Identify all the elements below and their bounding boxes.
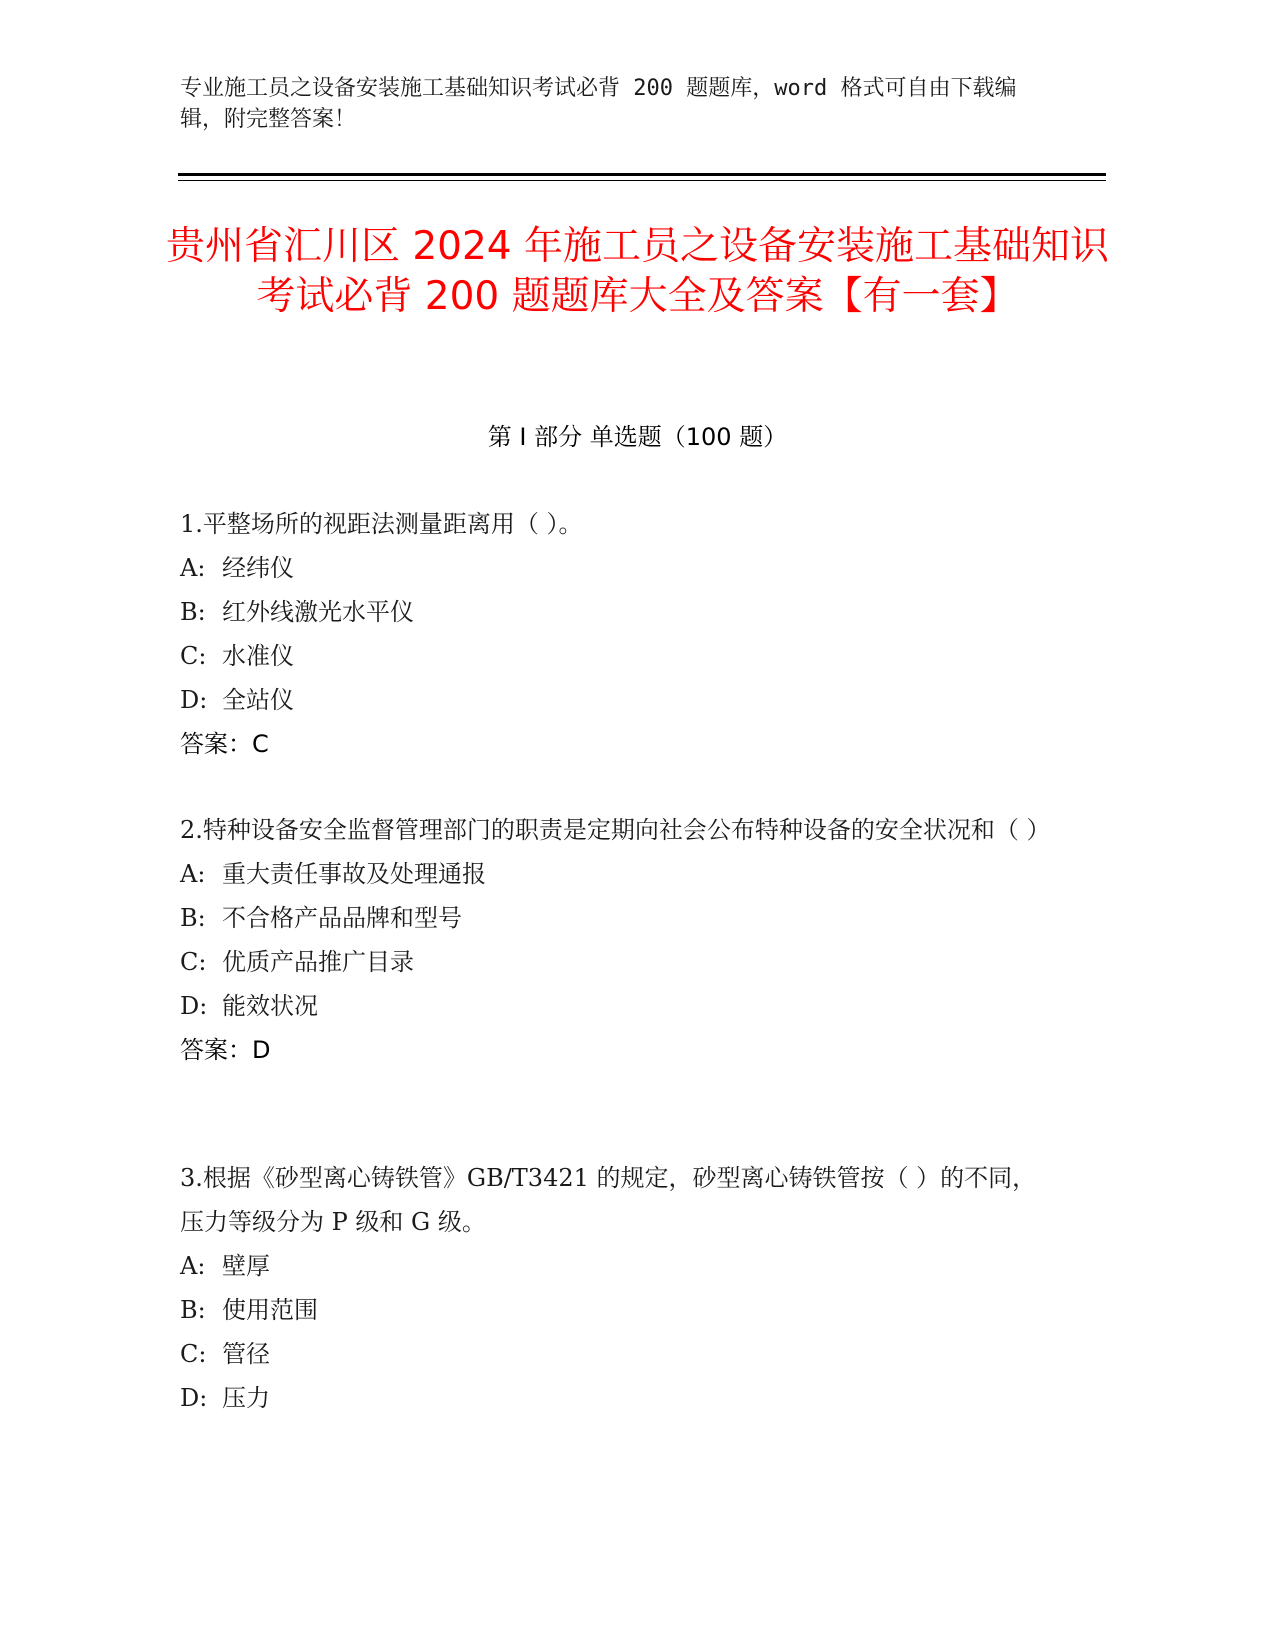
option-letter: C: <box>180 1340 207 1368</box>
header-note: 专业施工员之设备安装施工基础知识考试必背 200 题题库，word 格式可自由下载编辑，附完整答案！ <box>180 76 1017 132</box>
document-title: 贵州省汇川区 2024 年施工员之设备安装施工基础知识考试必背 200 题题库大全及答案【有一套】 <box>165 224 1110 319</box>
option-letter: D: <box>180 992 208 1020</box>
option-text: 经纬仪 <box>222 554 294 582</box>
question-stem: 1.平整场所的视距法测量距离用（ ）。 <box>180 510 583 538</box>
option-text: 优质产品推广目录 <box>222 948 414 976</box>
option-text: 使用范围 <box>222 1296 318 1324</box>
option-letter: B: <box>180 598 206 626</box>
option-letter: B: <box>180 904 206 932</box>
question-1 <box>180 502 1040 766</box>
option-c <box>180 634 1040 678</box>
option-text: 能效状况 <box>222 992 318 1020</box>
option-text: 全站仪 <box>222 686 294 714</box>
option-letter: C: <box>180 642 207 670</box>
option-letter: A: <box>180 554 206 582</box>
option-text: 红外线激光水平仪 <box>222 598 414 626</box>
option-letter: C: <box>180 948 207 976</box>
option-d <box>180 1376 1040 1420</box>
header-divider-thin <box>178 180 1106 181</box>
option-a <box>180 1244 1040 1288</box>
option-letter: A: <box>180 860 206 888</box>
question-3 <box>180 1156 1040 1420</box>
option-letter: D: <box>180 1384 208 1412</box>
option-text: 重大责任事故及处理通报 <box>222 860 486 888</box>
option-b <box>180 896 1040 940</box>
option-text: 不合格产品品牌和型号 <box>222 904 462 932</box>
option-letter: B: <box>180 1296 206 1324</box>
answer: 答案：D <box>180 1036 271 1064</box>
option-b <box>180 1288 1040 1332</box>
option-text: 水准仪 <box>222 642 294 670</box>
option-c <box>180 1332 1040 1376</box>
option-text: 压力 <box>222 1384 270 1412</box>
option-a <box>180 852 1040 896</box>
question-stem: 3.根据《砂型离心铸铁管》GB/T3421 的规定，砂型离心铸铁管按（ ）的不同，压力等级分为 P 级和 G 级。 <box>180 1164 1037 1236</box>
option-d <box>180 678 1040 722</box>
option-text: 壁厚 <box>222 1252 270 1280</box>
option-text: 管径 <box>222 1340 270 1368</box>
option-letter: D: <box>180 686 208 714</box>
option-d <box>180 984 1040 1028</box>
option-letter: A: <box>180 1252 206 1280</box>
answer: 答案：C <box>180 730 269 758</box>
section-title: 第 I 部分 单选题（100 题） <box>487 423 788 451</box>
question-2 <box>180 808 1051 1072</box>
header-divider-thick <box>178 173 1106 176</box>
option-b <box>180 590 1040 634</box>
option-a <box>180 546 1040 590</box>
question-stem: 2.特种设备安全监督管理部门的职责是定期向社会公布特种设备的安全状况和（ ） <box>180 816 1051 844</box>
option-c <box>180 940 1040 984</box>
